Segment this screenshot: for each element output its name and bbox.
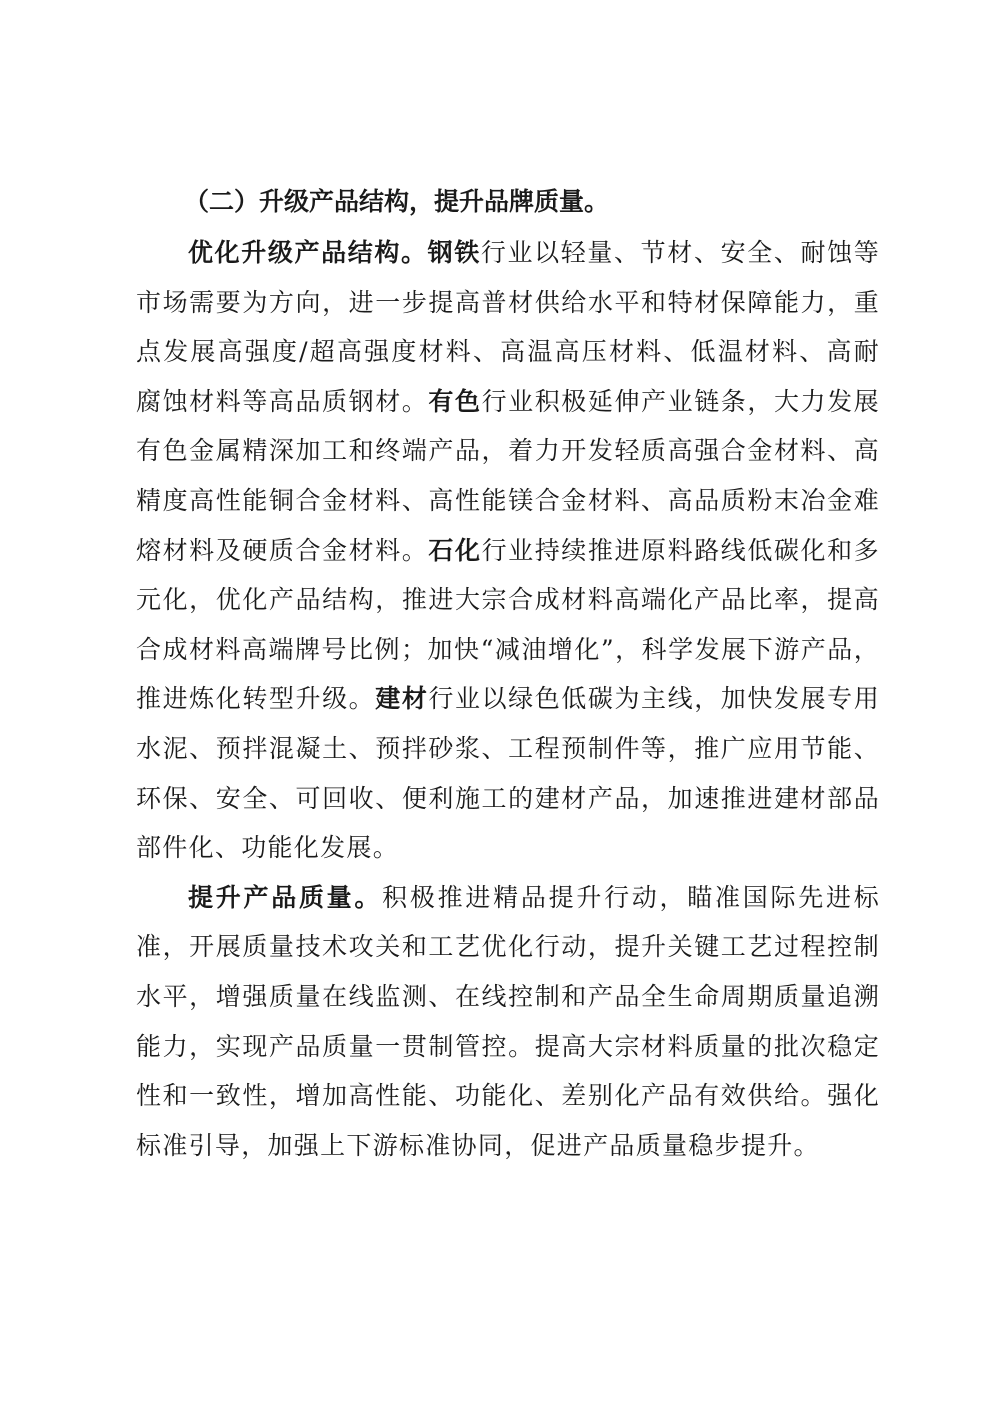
industry-label-petrochemical: 石化 [428,535,482,565]
industry-label-steel: 钢铁 [427,238,481,267]
paragraph-lead: 提升产品质量。 [188,882,383,912]
paragraph-product-quality [136,873,880,1171]
document-body [136,176,880,1170]
industry-label-nonferrous: 有色 [428,386,482,416]
industry-text-nonferrous: 行业积极延伸产业链条，大力发展有色金属精深加工和终端产品，着力开发轻质高强合金材料、高精度高性能铜合金材料、高性能镁合金材料、高品质粉末冶金难熔材料及硬质合金材料。 [136,386,880,565]
industry-text-steel: 行业以轻量、节材、安全、耐蚀等市场需要为方向，进一步提高普材供给水平和特材保障能力，重点发展高强度/超高强度材料、高温高压材料、低温材料、高耐腐蚀材料等高品质钢材。 [136,238,880,416]
paragraph-lead: 优化升级产品结构。 [188,238,428,267]
paragraph-product-structure [136,228,880,873]
industry-text-building-materials: 行业以绿色低碳为主线，加快发展专用水泥、预拌混凝土、预拌砂浆、工程预制件等，推广应用节能、环保、安全、可回收、便利施工的建材产品，加速推进建材部品部件化、功能化发展。 [136,684,880,863]
industry-label-building-materials: 建材 [375,684,429,714]
section-heading: （二）升级产品结构，提升品牌质量。 [184,187,610,216]
industry-text-petrochemical: 行业持续推进原料路线低碳化和多元化，优化产品结构，推进大宗合成材料高端化产品比率，提高合成材料高端牌号比例；加快“减油增化”，科学发展下游产品，推进炼化转型升级。 [136,535,880,714]
paragraph-text: 积极推进精品提升行动，瞄准国际先进标准，开展质量技术攻关和工艺优化行动，提升关键工艺过程控制水平，增强质量在线监测、在线控制和产品全生命周期质量追溯能力，实现产品质量一贯制管控。提高大宗材料质量的批次稳定性和一致性，增加高性能、功能化、差别化产品有效供给。强化标准引导，加强上下游标准协同，促进产品质量稳步提升。 [136,882,880,1160]
